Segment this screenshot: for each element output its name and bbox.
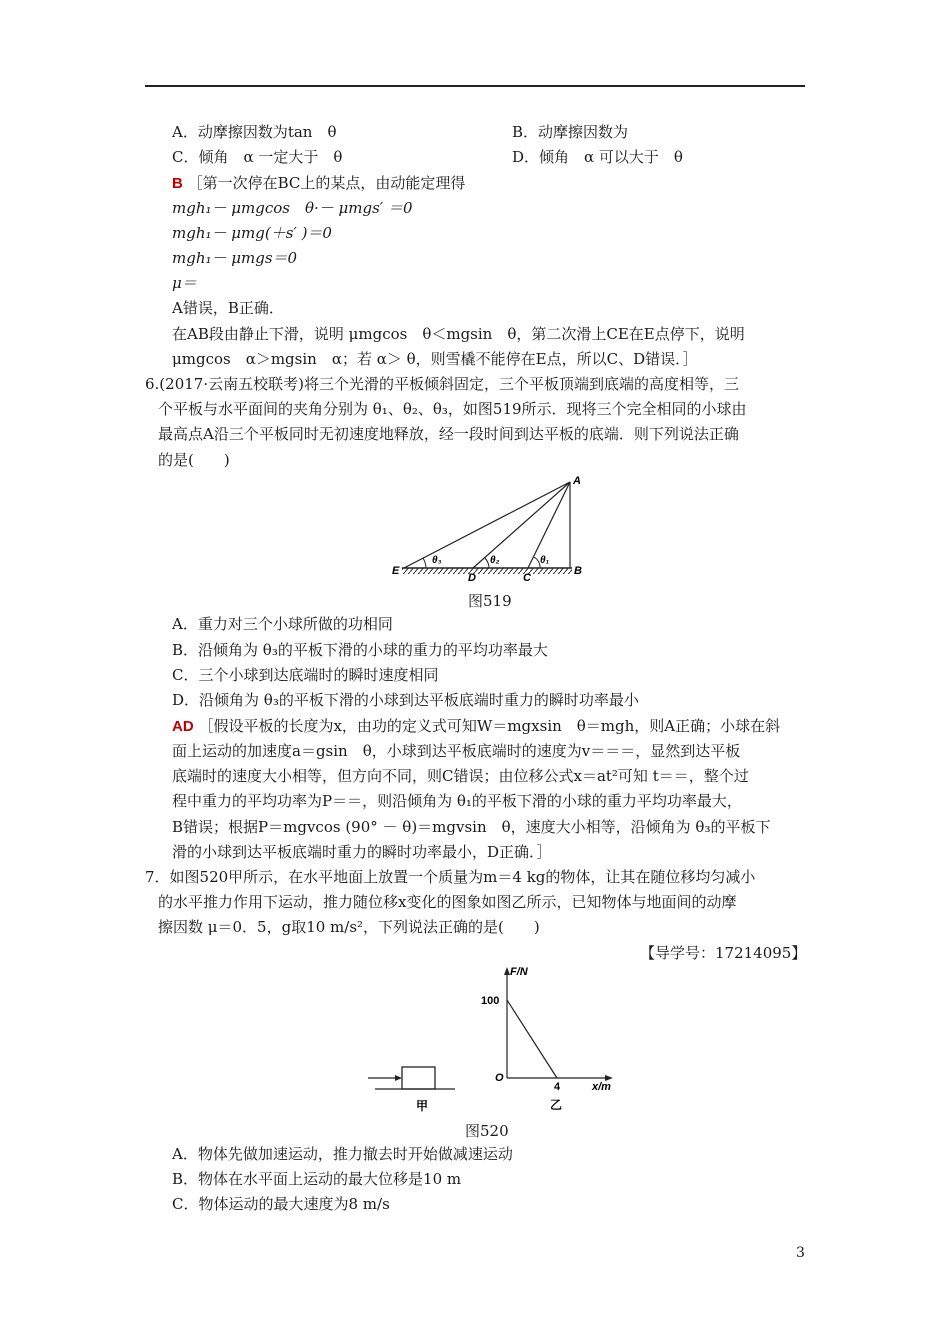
q5-exp-text-1: ［第一次停在BC上的某点，由动能定理得 bbox=[187, 174, 466, 192]
label-d: D bbox=[468, 572, 476, 584]
q5-option-c: C．倾角 α 一定大于 θ bbox=[172, 148, 343, 166]
q6-exp-text-1: ［假设平板的长度为x，由功的定义式可知W＝mgxsin θ＝mgh，则A正确；小球在斜 bbox=[198, 717, 781, 735]
figure-519-caption: 图519 bbox=[468, 592, 512, 610]
block bbox=[402, 1067, 435, 1089]
q5-explanation-line-5: μ＝ bbox=[172, 274, 197, 292]
label-theta2: θ₂ bbox=[490, 555, 500, 566]
q6-stem-line-4: 的是( ) bbox=[158, 451, 230, 469]
y-axis-label: F/N bbox=[510, 966, 528, 978]
q5-explanation-line-4: mgh₁－ μmgs＝0 bbox=[172, 249, 298, 267]
q5-explanation-line-7: 在AB段由静止下滑，说明 μmgcos θ＜mgsin θ，第二次滑上CE在E点停下，说明 bbox=[172, 325, 745, 343]
figure-520-block bbox=[360, 1060, 460, 1120]
push-arrow-head bbox=[395, 1075, 402, 1081]
q6-explanation-line-6: 滑的小球到达平板底端时重力的瞬时功率最小，D正确．］ bbox=[172, 843, 552, 861]
figure-520-graph bbox=[470, 960, 630, 1120]
q6-option-a: A．重力对三个小球所做的功相同 bbox=[172, 615, 393, 633]
q7-stem-line-2: 的水平推力作用下运动，推力随位移x变化的图象如图乙所示，已知物体与地面间的动摩 bbox=[158, 893, 737, 911]
q5-explanation-line-3: mgh₁－ μmg(＋s′ )＝0 bbox=[172, 224, 332, 242]
q5-explanation-line-8: μmgcos α＞mgsin α；若 α＞ θ，则雪橇不能停在E点，所以C、D错误．］ bbox=[172, 350, 698, 368]
force-line bbox=[507, 1000, 557, 1078]
x-axis-label: x/m bbox=[592, 1081, 611, 1093]
q5-answer: B bbox=[172, 175, 183, 192]
q6-explanation-line-3: 底端时的速度大小相等，但方向不同，则C错误；由位移公式x＝at²可知 t＝＝，整个过 bbox=[172, 767, 749, 785]
ground-hatching bbox=[402, 568, 572, 574]
q6-explanation-line-5: B错误；根据P＝mgvcos (90° － θ)＝mgvsin θ，速度大小相等，沿倾角为 θ₃的平板下 bbox=[172, 818, 771, 836]
label-e: E bbox=[392, 565, 400, 577]
q5-explanation-line-6: A错误，B正确． bbox=[172, 299, 284, 317]
label-b: B bbox=[574, 565, 582, 577]
q7-option-b: B．物体在水平面上运动的最大位移是10 m bbox=[172, 1170, 462, 1188]
q6-stem-line-2: 个平板与水平面间的夹角分别为 θ₁、θ₂、θ₃，如图519所示．现将三个完全相同的小球由 bbox=[158, 400, 747, 418]
label-c: C bbox=[523, 572, 531, 584]
q6-explanation-line-2: 面上运动的加速度a＝gsin θ，小球到达平板底端时的速度为v＝＝＝，显然到达平板 bbox=[172, 742, 741, 760]
x-tick-4: 4 bbox=[554, 1081, 561, 1093]
label-yi: 乙 bbox=[550, 1098, 563, 1112]
angle-arc-theta3 bbox=[423, 558, 426, 568]
origin-label: O bbox=[495, 1072, 504, 1084]
q6-stem-line-3: 最高点A沿三个平板同时无初速度地释放，经一段时间到达平板的底端．则下列说法正确 bbox=[158, 425, 739, 443]
figure-520-caption: 图520 bbox=[465, 1122, 509, 1140]
page-number: 3 bbox=[796, 1245, 805, 1261]
q7-guide-number: 【导学号：17214095】 bbox=[640, 944, 807, 962]
q5-explanation-line-1 bbox=[172, 173, 465, 194]
label-theta1: θ₁ bbox=[540, 555, 550, 566]
label-a: A bbox=[573, 475, 581, 487]
q6-stem-line-1: 6.(2017·云南五校联考)将三个光滑的平板倾斜固定，三个平板顶端到底端的高度相等，三 bbox=[145, 375, 739, 393]
figure-519-inclines bbox=[390, 470, 590, 585]
q5-explanation-line-2: mgh₁－ μmgcos θ·－ μmgs′ ＝0 bbox=[172, 199, 413, 217]
q5-option-b: B．动摩擦因数为 bbox=[512, 123, 629, 141]
label-theta3: θ₃ bbox=[432, 555, 442, 566]
q6-option-d: D．沿倾角为 θ₃的平板下滑的小球到达平板底端时重力的瞬时功率最小 bbox=[172, 691, 639, 709]
q7-option-c: C．物体运动的最大速度为8 m/s bbox=[172, 1195, 390, 1213]
q7-stem-line-1: 7．如图520甲所示，在水平地面上放置一个质量为m＝4 kg的物体，让其在随位移均匀减小 bbox=[145, 868, 756, 886]
header-rule bbox=[145, 85, 805, 87]
q7-option-a: A．物体先做加速运动，推力撤去时开始做减速运动 bbox=[172, 1145, 513, 1163]
angle-arc-theta2 bbox=[485, 558, 489, 568]
label-jia: 甲 bbox=[416, 1099, 429, 1113]
q6-option-c: C．三个小球到达底端时的瞬时速度相同 bbox=[172, 666, 439, 684]
q5-option-d: D．倾角 α 可以大于 θ bbox=[512, 148, 683, 166]
q6-explanation-line-1 bbox=[172, 716, 780, 737]
q5-option-a: A．动摩擦因数为tan θ bbox=[172, 123, 337, 141]
q6-explanation-line-4: 程中重力的平均功率为P＝＝，则沿倾角为 θ₁的平板下滑的小球的重力平均功率最大， bbox=[172, 792, 742, 810]
q6-option-b: B．沿倾角为 θ₃的平板下滑的小球的重力的平均功率最大 bbox=[172, 641, 548, 659]
q6-answer: AD bbox=[172, 718, 194, 735]
y-tick-100: 100 bbox=[481, 995, 500, 1007]
q7-stem-line-3: 擦因数 μ＝0．5，g取10 m/s²，下列说法正确的是( ) bbox=[158, 918, 540, 936]
